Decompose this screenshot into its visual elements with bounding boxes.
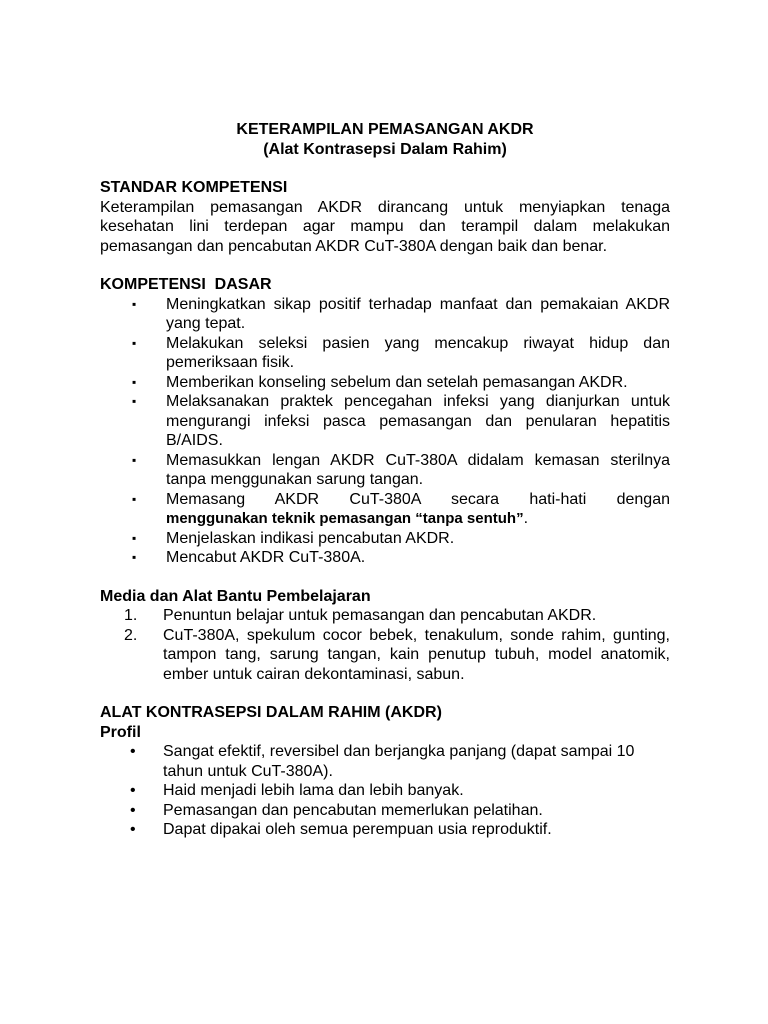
square-bullet-icon: ▪ <box>132 296 137 311</box>
list-item-text: Melakukan seleksi pasien yang mencakup riwayat hidup dan pemeriksaan fisik. <box>166 334 670 371</box>
kompetensi-heading: KOMPETENSI DASAR <box>100 276 272 293</box>
list-item-text: Melaksanakan praktek pencegahan infeksi yang dianjurkan untuk mengurangi infeksi pasca pemasangan dan penularan hepatitis B/AIDS. <box>166 393 670 449</box>
bullet-icon: • <box>130 821 136 838</box>
list-item <box>100 373 670 393</box>
list-item <box>100 801 670 821</box>
bullet-icon: • <box>130 801 136 819</box>
square-bullet-icon: ▪ <box>132 550 137 564</box>
square-bullet-icon: ▪ <box>132 530 137 545</box>
profil-subheading: Profil <box>100 723 141 741</box>
list-item-text: Memasukkan lengan AKDR CuT-380A didalam kemasan sterilnya tanpa menggunakan sarung tangan. <box>166 451 670 488</box>
list-item-text: Penuntun belajar untuk pemasangan dan pencabutan AKDR. <box>163 607 597 624</box>
bullet-icon: • <box>130 743 136 760</box>
list-item <box>100 781 670 801</box>
list-item <box>100 820 670 840</box>
square-bullet-icon: ▪ <box>132 452 137 467</box>
document-title: KETERAMPILAN PEMASANGAN AKDR <box>236 121 534 138</box>
bullet-icon: • <box>130 782 136 799</box>
list-item-text: Mencabut AKDR CuT-380A. <box>166 549 366 566</box>
list-item-text: CuT-380A, spekulum cocor bebek, tenakulum, sonde rahim, gunting, tampon tang, sarung tangan, kain penutup tubuh, model anatomik, ember untuk cairan dekontaminasi, sabun. <box>163 626 670 683</box>
list-number: 1. <box>124 607 138 624</box>
standar-paragraph: Keterampilan pemasangan AKDR dirancang untuk menyiapkan tenaga kesehatan lini terdepan agar mampu dan terampil dalam melakukan pemasangan dan pencabutan AKDR CuT-380A dengan baik dan benar. <box>100 198 670 255</box>
list-item-text: Meningkatkan sikap positif terhadap manfaat dan pemakaian AKDR yang tepat. <box>166 295 670 332</box>
spacer <box>100 159 670 178</box>
document-subtitle: (Alat Kontrasepsi Dalam Rahim) <box>263 140 507 158</box>
media-list <box>100 606 670 684</box>
list-item-text: Menjelaskan indikasi pencabutan AKDR. <box>166 529 455 547</box>
list-number: 2. <box>124 626 138 644</box>
list-item-text: Memberikan konseling sebelum dan setelah pemasangan AKDR. <box>166 373 628 391</box>
list-item <box>100 548 670 568</box>
profil-list <box>100 742 670 840</box>
list-item-text: Pemasangan dan pencabutan memerlukan pelatihan. <box>163 801 543 819</box>
list-item <box>100 490 670 529</box>
list-item-text: Dapat dipakai oleh semua perempuan usia reproduktif. <box>163 821 552 838</box>
list-item <box>100 451 670 490</box>
list-item-text: Memasang AKDR CuT-380A secara hati-hati dengan <box>166 490 670 508</box>
kompetensi-list <box>100 295 670 568</box>
list-item <box>100 392 670 451</box>
square-bullet-icon: ▪ <box>132 491 137 506</box>
list-item-bold-text: menggunakan teknik pemasangan “tanpa sentuh” <box>166 510 524 527</box>
standar-heading: STANDAR KOMPETENSI <box>100 179 288 196</box>
spacer <box>100 256 670 275</box>
list-item-text: Haid menjadi lebih lama dan lebih banyak. <box>163 782 464 799</box>
list-item <box>100 295 670 334</box>
square-bullet-icon: ▪ <box>132 374 137 389</box>
list-item-text: Sangat efektif, reversibel dan berjangka panjang (dapat sampai 10 tahun untuk CuT-380A). <box>163 743 635 780</box>
document-content <box>100 120 670 840</box>
list-item <box>100 742 670 781</box>
list-item <box>100 529 670 549</box>
spacer <box>100 568 670 587</box>
list-item-text-end: . <box>523 510 529 527</box>
list-item <box>100 606 670 626</box>
media-heading: Media dan Alat Bantu Pembelajaran <box>100 587 371 605</box>
list-item <box>100 334 670 373</box>
list-item <box>100 626 670 685</box>
square-bullet-icon: ▪ <box>132 394 137 408</box>
akdr-heading: ALAT KONTRASEPSI DALAM RAHIM (AKDR) <box>100 704 442 721</box>
square-bullet-icon: ▪ <box>132 335 137 350</box>
spacer <box>100 684 670 703</box>
